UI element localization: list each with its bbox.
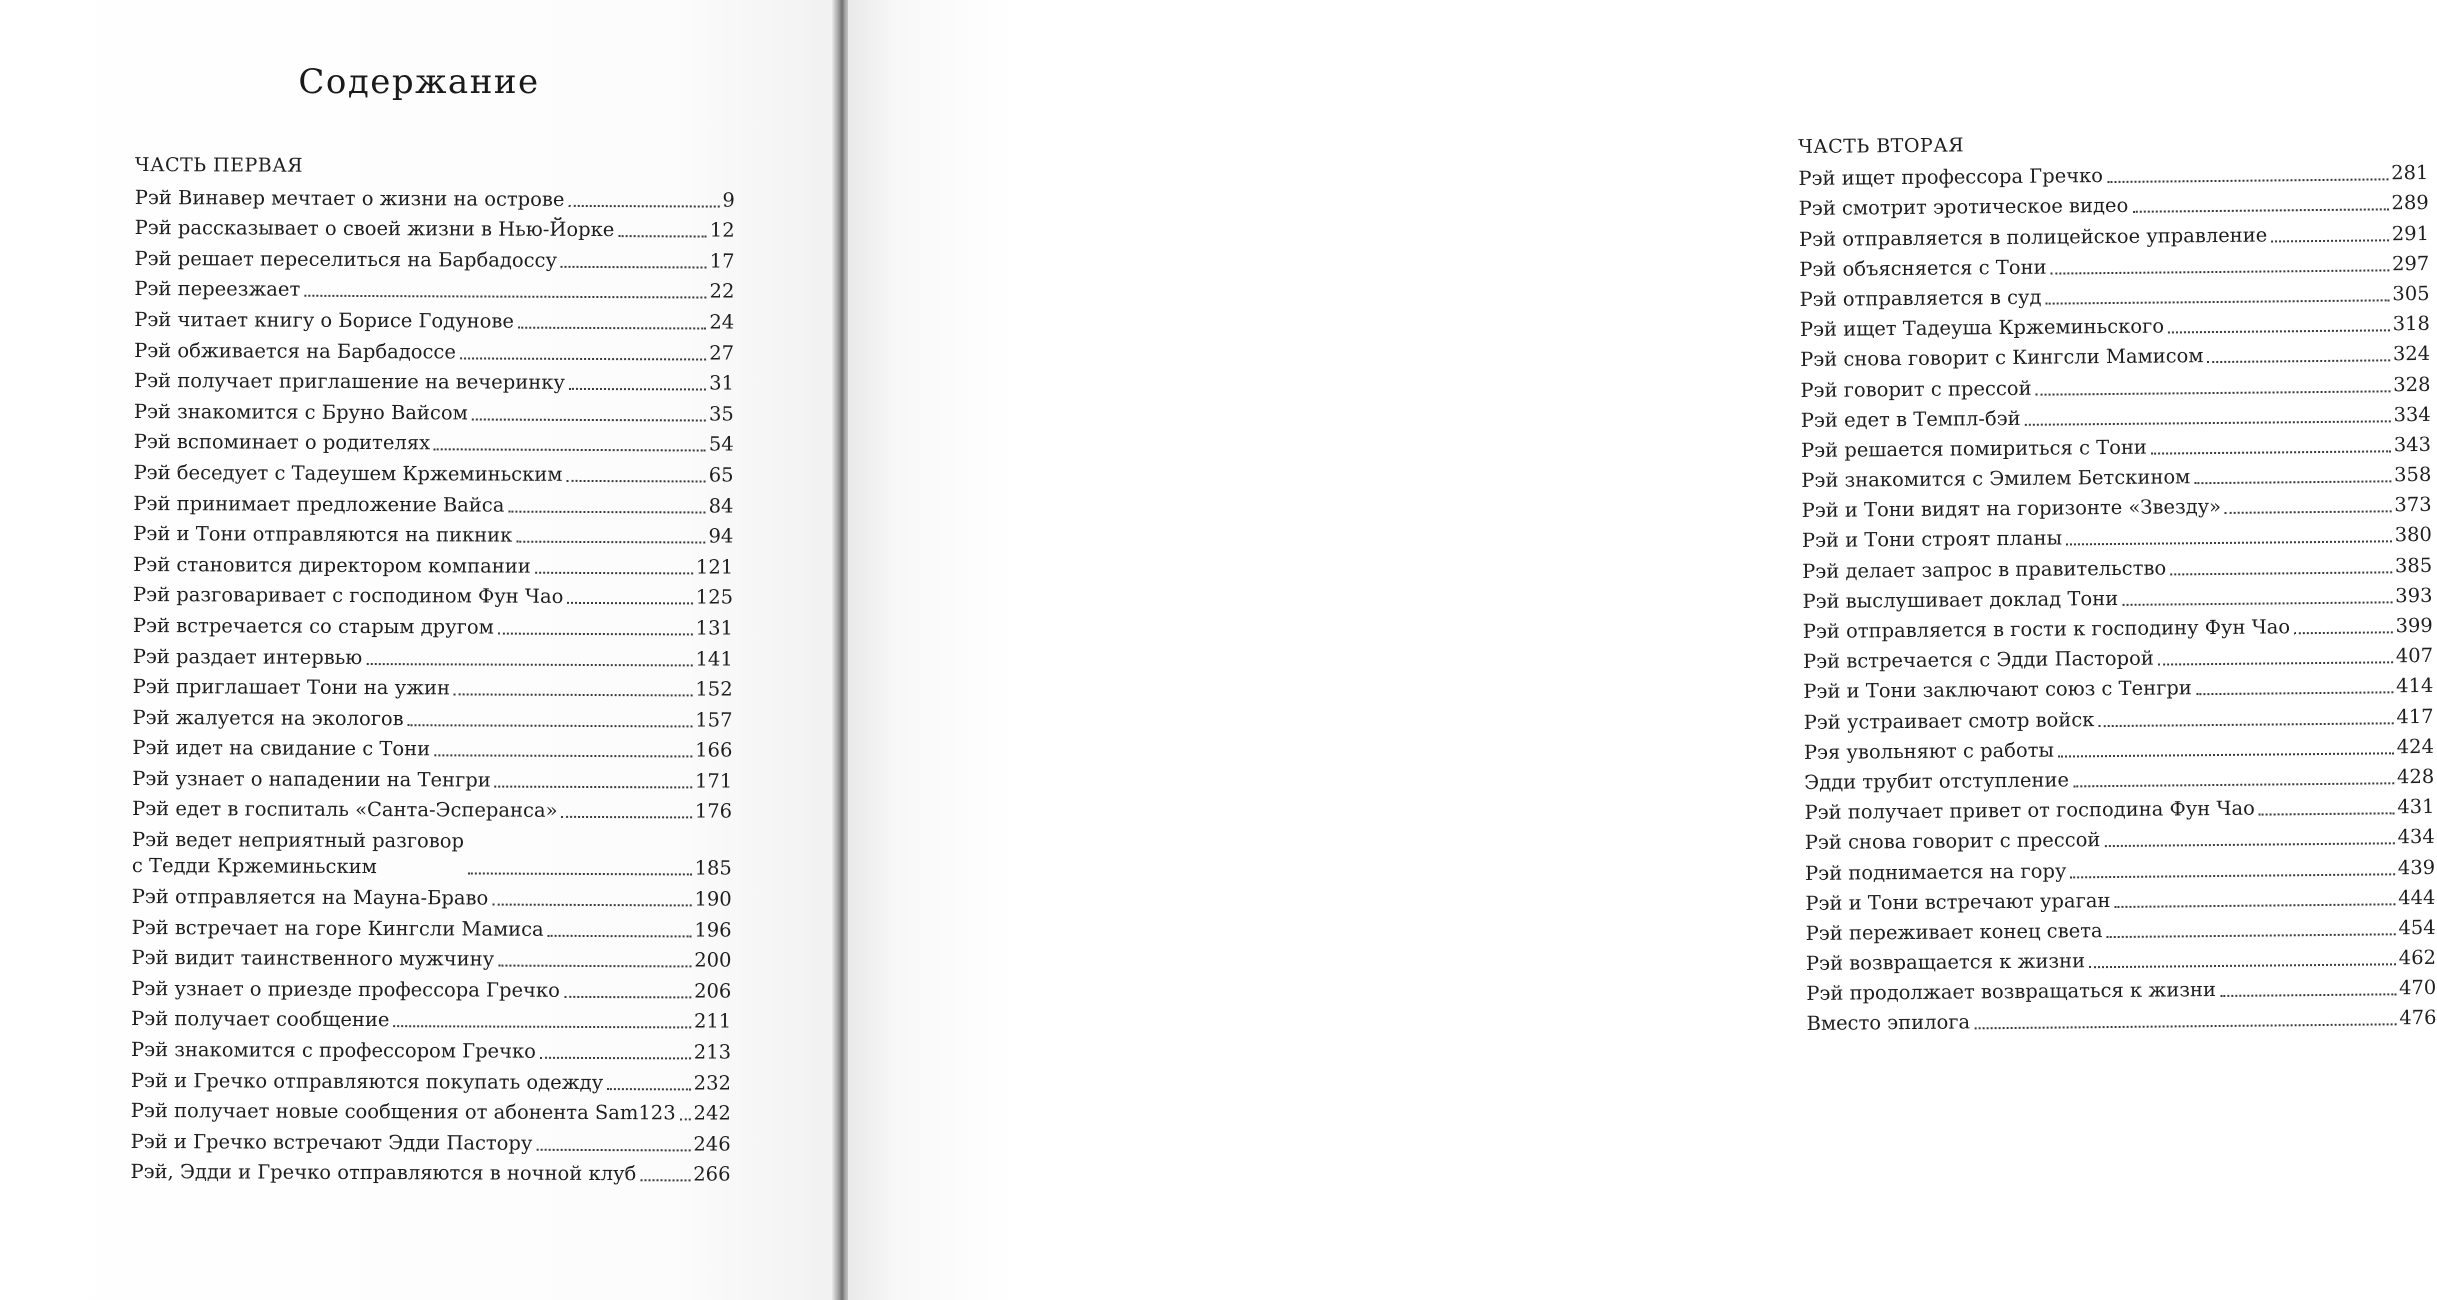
toc-page-number: 17 <box>709 249 735 273</box>
dot-leader <box>566 480 705 483</box>
toc-entry <box>131 941 731 974</box>
dot-leader <box>2294 631 2392 634</box>
toc-page-number: 246 <box>693 1132 731 1156</box>
dot-leader <box>1974 1024 2396 1030</box>
toc-page-number: 358 <box>2393 462 2432 487</box>
dot-leader <box>2036 390 2391 395</box>
toc-page-number: 373 <box>2394 493 2432 517</box>
dot-leader <box>569 388 706 391</box>
dot-leader <box>540 1057 691 1060</box>
toc-entry-title: Рэй делает запрос в правительство <box>1802 556 2167 583</box>
toc-entry-title: Рэй встречает на горе Кингсли Мамиса <box>131 915 544 941</box>
dot-leader <box>2168 329 2390 333</box>
toc-entry <box>134 302 734 335</box>
dot-leader <box>2025 420 2391 426</box>
toc-page-number: 200 <box>694 948 732 972</box>
toc-part-two <box>1798 126 2437 1037</box>
toc-entry <box>132 761 732 794</box>
toc-page-number: 31 <box>709 371 735 395</box>
dot-leader <box>2194 480 2391 484</box>
dot-leader <box>567 602 692 605</box>
toc-page-number: 22 <box>709 279 735 303</box>
dot-leader <box>2107 179 2388 184</box>
toc-entry-title: Рэй отправляется в гости к господину Фун Чао <box>1802 615 2291 643</box>
toc-entry-title: Рэй смотрит эротическое видео <box>1798 194 2129 221</box>
toc-entry-title: Рэй снова говорит с прессой <box>1804 828 2101 855</box>
toc-page-number: 444 <box>2398 885 2436 909</box>
toc-page-number: 206 <box>694 979 732 1003</box>
toc-entry-title: Рэй выслушивает доклад Тони <box>1802 586 2119 613</box>
toc-entry-title: Рэй решается помириться с Тони <box>1800 435 2147 462</box>
toc-entry-title: Рэй отправляется в полицейское управление <box>1798 223 2268 251</box>
toc-page-number: 211 <box>693 1009 732 1034</box>
toc-entry-title: Рэй Винавер мечтает о жизни на острове <box>134 185 565 211</box>
toc-page-number: 462 <box>2398 945 2437 970</box>
toc-page-number: 141 <box>695 646 733 671</box>
dot-leader <box>548 934 692 937</box>
toc-part-one <box>130 150 735 1188</box>
toc-entry-title: Рэй разговаривает с господином Фун Чао <box>133 583 564 609</box>
toc-page-number: 399 <box>2395 613 2433 638</box>
dot-leader <box>2170 571 2392 575</box>
toc-page-number: 94 <box>708 524 734 548</box>
toc-entry <box>133 639 733 672</box>
dot-leader <box>2151 450 2391 454</box>
dot-leader <box>2208 360 2390 364</box>
part-heading: ЧАСТЬ ВТОРАЯ <box>1798 134 1965 158</box>
dot-leader <box>536 1149 690 1152</box>
toc-page-number: 54 <box>708 432 734 456</box>
toc-entry <box>131 1063 731 1096</box>
toc-entry-title: Рэй и Тони строят планы <box>1801 526 2063 553</box>
dot-leader <box>568 204 719 207</box>
toc-entry-title: Рэй и Тони отправляются на пикник <box>133 522 513 547</box>
left-page <box>0 0 838 1300</box>
dot-leader <box>2058 752 2394 757</box>
toc-entry-title: Рэй, Эдди и Гречко отправляются в ночной клуб <box>130 1160 637 1186</box>
toc-entry-title: Эдди трубит отступление <box>1804 768 2070 794</box>
toc-entry-title: Рэй снова говорит с Кингсли Мамисом <box>1800 344 2204 372</box>
toc-entry <box>134 425 734 458</box>
dot-leader <box>492 904 691 907</box>
toc-entry <box>132 822 732 882</box>
toc-entry-title: Рэй узнает о нападении на Тенгри <box>132 766 491 792</box>
dot-leader <box>498 632 693 635</box>
dot-leader <box>468 873 692 876</box>
dot-leader <box>434 755 692 758</box>
toc-entry <box>132 792 732 825</box>
toc-entry <box>133 517 733 550</box>
toc-entry-title: Рэй беседует с Тадеушем Кржеминьским <box>133 460 563 486</box>
dot-leader <box>2051 269 2390 274</box>
dot-leader <box>2271 239 2388 242</box>
toc-entry-title: Рэй отправляется в суд <box>1799 285 2042 311</box>
toc-page-number: 65 <box>708 463 734 487</box>
toc-page-number: 428 <box>2396 764 2435 789</box>
toc-entry-title: Рэй и Тони видят на горизонте «Звезду» <box>1801 495 2222 523</box>
toc-page-number: 9 <box>722 188 735 212</box>
toc-page-number: 434 <box>2397 825 2435 849</box>
dot-leader <box>2114 903 2395 908</box>
dot-leader <box>454 693 692 696</box>
toc-page-number: 297 <box>2391 251 2430 276</box>
toc-entry-title: Рэй вспоминает о родителях <box>133 430 431 455</box>
dot-leader <box>366 663 692 666</box>
right-page <box>848 0 2437 1300</box>
toc-entry-title: Рэй едет в госпиталь «Санта-Эсперанса» <box>132 797 558 823</box>
dot-leader <box>2132 209 2388 213</box>
toc-page-number: 407 <box>2395 644 2434 668</box>
toc-entry-title: Рэй едет в Темпл-бэй <box>1800 406 2021 432</box>
toc-entry <box>135 211 735 244</box>
dot-leader <box>393 1026 691 1029</box>
toc-page-number: 289 <box>2391 191 2429 215</box>
toc-entry-title: Рэй узнает о приезде профессора Гречко <box>131 976 560 1002</box>
toc-entry-title: Рэй жалуется на экологов <box>132 705 404 730</box>
toc-page-number: 324 <box>2392 342 2431 366</box>
toc-page-number: 414 <box>2396 674 2434 698</box>
toc-entry <box>132 700 732 733</box>
dot-leader <box>562 816 692 819</box>
toc-entry <box>131 971 731 1004</box>
toc-entry <box>134 394 734 427</box>
toc-page-number: 166 <box>695 738 733 762</box>
toc-page-number: 431 <box>2397 795 2435 819</box>
toc-entry-title: Рэй устраивает смотр войск <box>1803 707 2095 734</box>
dot-leader <box>2220 994 2396 998</box>
dot-leader <box>2066 541 2392 546</box>
dot-leader <box>564 996 691 999</box>
toc-page-number: 190 <box>694 887 732 911</box>
toc-page-number: 393 <box>2395 583 2433 608</box>
toc-entry-title: Рэй встречается с Эдди Пасторой <box>1802 646 2154 674</box>
toc-entry-title: Рэй раздает интервью <box>132 644 363 669</box>
toc-entry <box>135 180 735 213</box>
toc-page-number: 24 <box>709 310 735 334</box>
dot-leader <box>508 510 705 513</box>
toc-entry-title: Рэй ищет Тадеуша Кржеминьского <box>1799 314 2165 342</box>
toc-page-number: 27 <box>709 341 735 365</box>
toc-entry <box>134 241 734 274</box>
toc-entry-title-line: с Тедди Кржеминьским <box>131 854 377 879</box>
toc-page-number: 328 <box>2393 372 2431 396</box>
toc-entry <box>134 364 734 397</box>
dot-leader <box>472 418 706 421</box>
dot-leader <box>640 1180 690 1182</box>
toc-entry-title: Рэй знакомится с Бруно Вайсом <box>133 399 468 425</box>
toc-page-number: 171 <box>694 769 733 793</box>
dot-leader <box>498 965 691 968</box>
toc-entry <box>131 1002 731 1035</box>
dot-leader <box>2225 511 2391 515</box>
toc-page-number: 232 <box>693 1071 731 1095</box>
dot-leader <box>618 235 706 237</box>
dot-leader <box>408 724 693 727</box>
toc-entry-title: Рэй встречается со старым другом <box>132 613 494 639</box>
toc-page-number: 454 <box>2398 915 2436 940</box>
toc-entry-title: Рэй отправляется на Мауна-Браво <box>131 885 489 910</box>
toc-page-number: 196 <box>694 918 732 942</box>
dot-leader <box>460 357 706 360</box>
toc-entry-title: Рэй приглашает Тони на ужин <box>132 675 451 700</box>
toc-page-number: 281 <box>2391 161 2429 185</box>
toc-page-number: 157 <box>695 708 733 732</box>
toc-entry <box>133 486 733 519</box>
toc-entry-title: Рэй и Тони встречают ураган <box>1805 888 2111 915</box>
toc-entry-title: Рэй идет на свидание с Тони <box>132 736 431 761</box>
toc-page-number: 213 <box>693 1040 732 1064</box>
toc-page-number: 343 <box>2393 432 2432 457</box>
toc-entry <box>132 910 732 943</box>
toc-page-number: 185 <box>694 856 732 881</box>
toc-page-number: 417 <box>2396 704 2434 728</box>
toc-entry-title: Рэй ищет профессора Гречко <box>1798 164 2104 191</box>
toc-entry-title: Рэй продолжает возвращаться к жизни <box>1806 978 2217 1006</box>
dot-leader <box>516 541 705 544</box>
toc-entry-title: Рэй получает новые сообщения от абонента Sam123 <box>130 1099 676 1125</box>
toc-page-number: 470 <box>2398 976 2437 1000</box>
toc-page-number: 131 <box>695 616 733 640</box>
dot-leader <box>518 327 707 330</box>
toc-entry-title: Рэй знакомится с Эмилем Бетскином <box>1801 465 2191 493</box>
toc-entry <box>134 333 734 366</box>
dot-leader <box>495 785 692 788</box>
toc-entry-title: Рэй видит таинственного мужчину <box>131 946 495 971</box>
part-heading: ЧАСТЬ ПЕРВАЯ <box>134 153 304 177</box>
toc-page-number: 152 <box>695 677 733 701</box>
toc-entry <box>133 608 733 641</box>
toc-entry-title: Рэй обживается на Барбадоссе <box>134 338 456 363</box>
toc-entry-title: Рэй переезжает <box>134 277 301 302</box>
toc-entry <box>133 547 733 580</box>
toc-entry-title: Вместо эпилога <box>1806 1010 1971 1036</box>
toc-entry <box>134 272 734 305</box>
toc-entry-title: Рэй рассказывает о своей жизни в Нью-Йорке <box>134 216 615 242</box>
toc-entry-title: Рэй читает книгу о Борисе Годунове <box>134 307 514 333</box>
toc-entry-title: Рэй и Гречко отправляются покупать одежду <box>130 1068 604 1094</box>
toc-entry-title: Рэй получает сообщение <box>131 1007 390 1032</box>
toc-entry-title: Рэй объясняется с Тони <box>1799 255 2047 281</box>
dot-leader <box>2158 662 2393 666</box>
toc-page-number: 385 <box>2394 553 2433 577</box>
toc-page-number: 334 <box>2393 402 2431 426</box>
dot-leader <box>2259 812 2394 815</box>
dot-leader <box>304 295 706 299</box>
toc-entry <box>131 1124 731 1157</box>
toc-entry <box>131 1094 731 1127</box>
toc-entry-title-line: Рэй ведет неприятный разговор <box>131 828 465 853</box>
toc-entry-title: Рэй и Тони заключают союз с Тенгри <box>1803 676 2192 704</box>
toc-entry <box>132 731 732 764</box>
toc-entry <box>133 578 733 611</box>
dot-leader <box>2107 933 2396 938</box>
toc-page-number: 35 <box>708 402 734 426</box>
toc-entry-title: Рэй получает приглашение на вечеринку <box>133 369 565 395</box>
toc-entry <box>1806 1001 2436 1037</box>
toc-page-number: 125 <box>695 585 734 609</box>
dot-leader <box>2104 843 2394 848</box>
toc-entry-title: Рэй возвращается к жизни <box>1805 949 2086 976</box>
dot-leader <box>2089 963 2396 968</box>
toc-entry-title: Рэй принимает предложение Вайса <box>133 491 505 517</box>
toc-entry-title: Рэй решает переселиться на Барбадоссу <box>134 246 558 272</box>
toc-page-number: 380 <box>2394 523 2433 547</box>
toc-entry-title <box>132 827 464 880</box>
toc-page-number: 476 <box>2399 1006 2437 1030</box>
toc-entry-title: Рэй поднимается на гору <box>1805 858 2067 885</box>
toc-page-number: 176 <box>694 799 733 824</box>
dot-leader <box>561 266 707 269</box>
dot-leader <box>535 571 693 574</box>
dot-leader <box>434 449 706 452</box>
toc-page-number: 12 <box>709 218 735 242</box>
dot-leader <box>2046 299 2390 304</box>
toc-entry-title: Рэй знакомится с профессором Гречко <box>131 1038 536 1063</box>
page-title: Содержание <box>298 62 540 102</box>
dot-leader <box>2070 873 2395 878</box>
toc-entry-title: Рэя увольняют с работы <box>1803 738 2055 764</box>
toc-entry-title: Рэй и Гречко встречают Эдди Пастору <box>130 1129 533 1155</box>
dot-leader <box>2122 601 2392 606</box>
dot-leader <box>607 1088 691 1090</box>
toc-entry <box>131 1032 731 1065</box>
toc-page-number: 439 <box>2397 855 2436 879</box>
toc-page-number: 291 <box>2391 221 2430 245</box>
toc-page-number: 84 <box>708 494 734 518</box>
toc-entry <box>134 455 734 488</box>
toc-page-number: 305 <box>2392 281 2430 306</box>
dot-leader <box>2196 692 2393 696</box>
toc-entry <box>130 1155 730 1188</box>
toc-page-number: 318 <box>2392 312 2430 336</box>
toc-entry-title: Рэй говорит с прессой <box>1800 376 2032 402</box>
toc-entry <box>133 669 733 702</box>
toc-page-number: 242 <box>693 1101 731 1125</box>
dot-leader <box>2073 782 2394 787</box>
toc-entry <box>132 879 732 912</box>
dot-leader <box>680 1119 691 1121</box>
toc-entry-title: Рэй получает привет от господина Фун Чао <box>1804 796 2255 825</box>
toc-entry-title: Рэй становится директором компании <box>133 552 531 578</box>
toc-page-number: 424 <box>2396 734 2435 759</box>
toc-page-number: 121 <box>695 555 734 579</box>
toc-entry-title: Рэй переживает конец света <box>1805 918 2103 945</box>
toc-page-number: 266 <box>693 1162 731 1187</box>
dot-leader <box>2098 722 2393 727</box>
